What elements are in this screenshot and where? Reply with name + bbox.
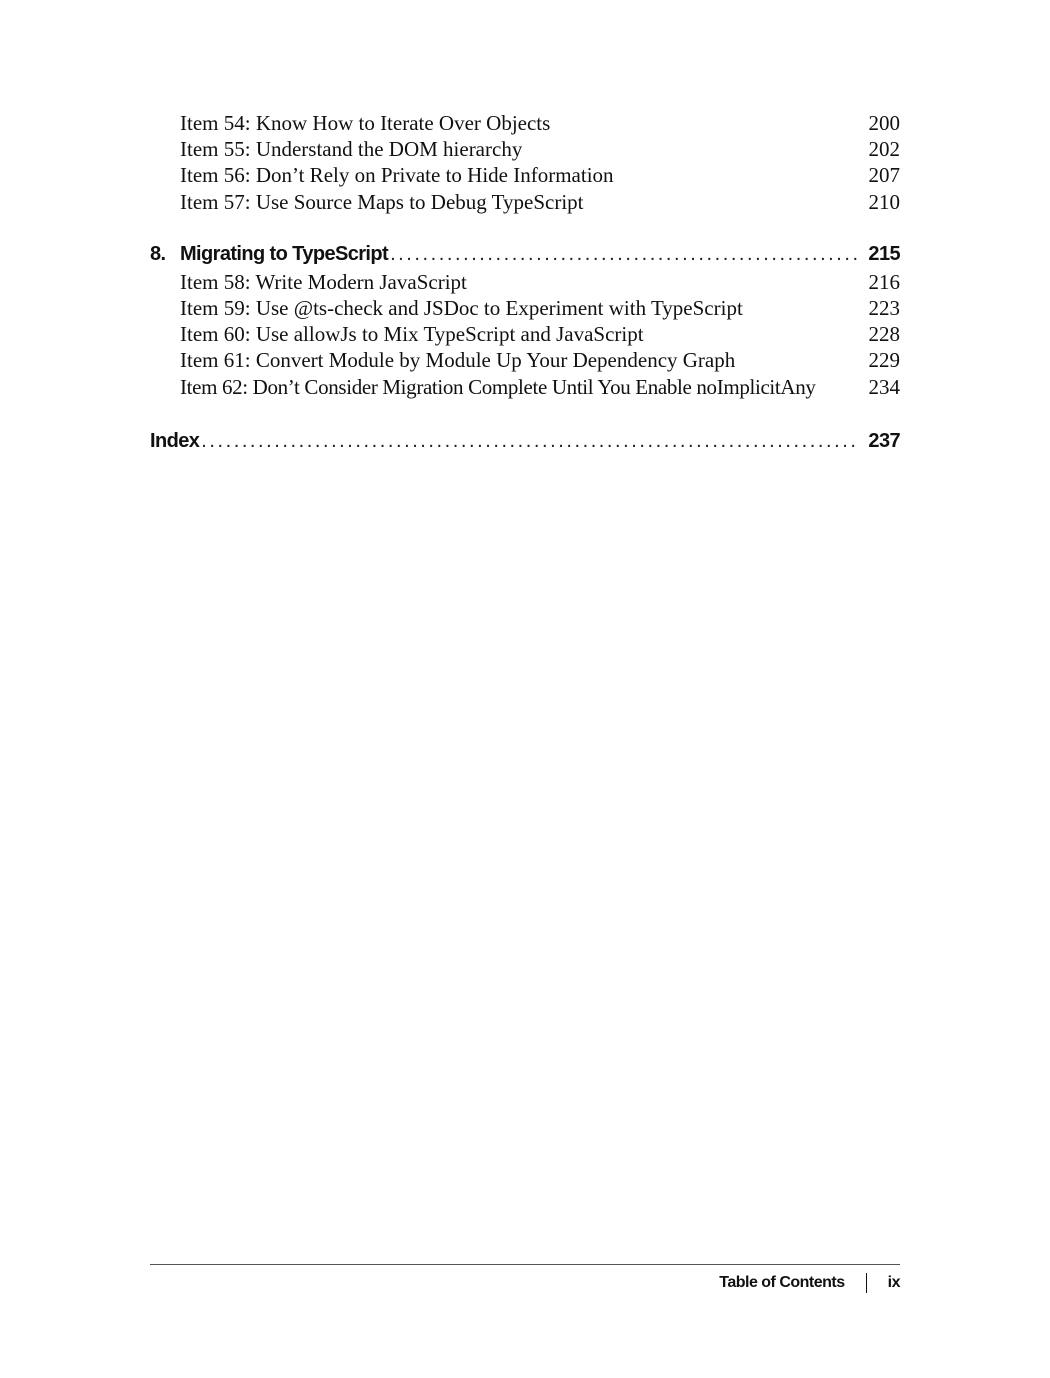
toc-item-title: Item 58: Write Modern JavaScript: [180, 269, 467, 294]
toc-item-title: Item 56: Don’t Rely on Private to Hide Information: [180, 163, 614, 188]
dot-leader: [201, 426, 858, 456]
toc-item-title: Item 60: Use allowJs to Mix TypeScript and JavaScript: [180, 322, 644, 347]
toc-index[interactable]: [150, 426, 900, 456]
chapter-number: 8.: [150, 242, 166, 265]
index-title: Index: [150, 429, 200, 452]
toc-item-title: Item 61: Convert Module by Module Up Your Dependency Graph: [180, 348, 736, 373]
toc-item-page: 207: [868, 163, 900, 188]
toc-item-61[interactable]: [150, 347, 900, 373]
toc-item-60[interactable]: [150, 321, 900, 347]
toc-item-54[interactable]: [150, 110, 900, 136]
toc-item-page: 223: [868, 295, 900, 320]
toc-item-title: Item 57: Use Source Maps to Debug TypeScript: [180, 189, 584, 214]
section-spacer: [150, 400, 900, 426]
toc-chapter-8[interactable]: [150, 239, 900, 269]
toc-item-page: 202: [868, 137, 900, 162]
section-spacer: [150, 215, 900, 239]
toc-item-59[interactable]: [150, 295, 900, 321]
table-of-contents: [150, 110, 900, 456]
toc-item-page: 200: [868, 111, 900, 135]
toc-item-page: 228: [868, 322, 900, 347]
toc-item-page: 234: [868, 374, 900, 399]
toc-item-title: Item 59: Use @ts-check and JSDoc to Experiment with TypeScript: [180, 295, 743, 320]
toc-item-title: Item 55: Understand the DOM hierarchy: [180, 137, 523, 162]
footer-section-title: Table of Contents: [719, 1274, 845, 1291]
toc-item-62[interactable]: [150, 374, 900, 400]
page-footer: [719, 1270, 900, 1296]
toc-item-page: 210: [868, 189, 900, 214]
toc-item-title: Item 62: Don’t Consider Migration Complete Until You Enable noImplicitAny: [180, 374, 816, 399]
footer-page-number: ix: [887, 1274, 900, 1291]
dot-leader: [390, 239, 858, 269]
toc-item-title: Item 54: Know How to Iterate Over Objects: [180, 111, 551, 135]
toc-item-page: 216: [868, 269, 900, 294]
chapter-page: 215: [868, 242, 900, 265]
toc-item-58[interactable]: [150, 269, 900, 295]
toc-item-page: 229: [868, 348, 900, 373]
toc-item-56[interactable]: [150, 162, 900, 188]
index-page: 237: [868, 429, 900, 452]
chapter-title: Migrating to TypeScript: [180, 242, 389, 265]
toc-item-57[interactable]: [150, 189, 900, 215]
footer-separator: [866, 1273, 867, 1293]
toc-item-55[interactable]: [150, 136, 900, 162]
footer-divider: [150, 1264, 900, 1265]
